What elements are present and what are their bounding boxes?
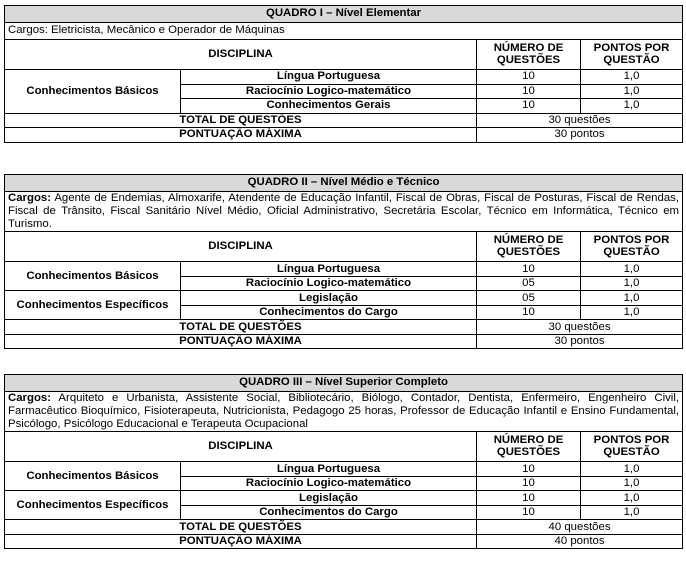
- quadro-2-disciplina: Conhecimentos do Cargo: [181, 305, 477, 320]
- quadro-1-disciplina: Língua Portuguesa: [181, 70, 477, 85]
- quadro-2-total-value: 30 questões: [477, 320, 683, 335]
- quadro-2-cargos: [5, 192, 683, 232]
- quadro-2-cargos-text: Agente de Endemias, Almoxarife, Atendente de Educação Infantil, Fiscal de Obras, Fiscal de Posturas, Fiscal de Rendas, Fiscal de Trânsito, Fiscal Sanitário Nível Médio, Oficial Administrativo, Secretária Escolar, Técnico em Informática, Técnico em Turismo.: [8, 192, 680, 231]
- quadro-3-group-basicos: Conhecimentos Básicos: [5, 462, 181, 491]
- quadro-1-pontuacao-label: PONTUAÇÃO MÁXIMA: [5, 128, 477, 143]
- quadro-2-group-especificos: Conhecimentos Específicos: [5, 291, 181, 320]
- quadro-3-pontos: 1,0: [581, 491, 683, 506]
- quadro-2-disciplina: Raciocínio Logico-matemático: [181, 276, 477, 291]
- quadro-1-pontos: 1,0: [581, 99, 683, 114]
- quadro-3-pontos-header: PONTOS POR QUESTÃO: [581, 432, 683, 462]
- quadro-2-cargos-label: Cargos:: [8, 192, 52, 204]
- quadro-1-total-value: 30 questões: [477, 113, 683, 128]
- quadro-1-num-header: NÚMERO DE QUESTÕES: [477, 40, 581, 70]
- quadro-2-group-basicos: Conhecimentos Básicos: [5, 262, 181, 291]
- quadro-1-group-basicos: Conhecimentos Básicos: [5, 70, 181, 114]
- quadro-2-pontos-header: PONTOS POR QUESTÃO: [581, 232, 683, 262]
- quadro-1-questoes: 10: [477, 99, 581, 114]
- quadro-1-pontuacao-value: 30 pontos: [477, 128, 683, 143]
- quadro-3-pontuacao-value: 40 pontos: [477, 534, 683, 549]
- quadro-3-disciplina: Conhecimentos do Cargo: [181, 505, 477, 520]
- quadro-3-questoes: 10: [477, 505, 581, 520]
- quadro-3-disciplina: Raciocínio Logico-matemático: [181, 476, 477, 491]
- quadro-3-total-value: 40 questões: [477, 520, 683, 535]
- quadro-1-pontos: 1,0: [581, 84, 683, 99]
- quadro-3-cargos: [5, 392, 683, 432]
- quadro-3-cargos-label: Cargos:: [8, 392, 52, 404]
- quadro-2-title: QUADRO II – Nível Médio e Técnico: [5, 175, 683, 192]
- quadro-1-total-label: TOTAL DE QUESTÕES: [5, 113, 477, 128]
- quadro-3-questoes: 10: [477, 491, 581, 506]
- quadro-1-pontos: 1,0: [581, 70, 683, 85]
- quadro-1-disciplina-header: DISCIPLINA: [5, 40, 477, 70]
- quadro-2-disciplina: Legislação: [181, 291, 477, 306]
- quadro-2-pontos: 1,0: [581, 291, 683, 306]
- quadro-1-disciplina: Conhecimentos Gerais: [181, 99, 477, 114]
- quadro-3-questoes: 10: [477, 476, 581, 491]
- quadro-2-total-label: TOTAL DE QUESTÕES: [5, 320, 477, 335]
- quadro-1-pontos-header: PONTOS POR QUESTÃO: [581, 40, 683, 70]
- quadro-2-num-header: NÚMERO DE QUESTÕES: [477, 232, 581, 262]
- quadro-2-questoes: 05: [477, 276, 581, 291]
- quadro-2-pontos: 1,0: [581, 276, 683, 291]
- quadro-2-table: [4, 174, 683, 349]
- quadro-3-disciplina-header: DISCIPLINA: [5, 432, 477, 462]
- quadro-3-table: [4, 374, 683, 549]
- quadro-3-group-especificos: Conhecimentos Específicos: [5, 491, 181, 520]
- quadro-3-pontos: 1,0: [581, 505, 683, 520]
- quadro-2-questoes: 10: [477, 305, 581, 320]
- quadro-1-questoes: 10: [477, 84, 581, 99]
- quadro-1-title: QUADRO I – Nível Elementar: [5, 6, 683, 23]
- quadro-3-pontuacao-label: PONTUAÇÃO MÁXIMA: [5, 534, 477, 549]
- quadro-1-cargos: [5, 23, 683, 40]
- quadro-1-cargos-text: Cargos: Eletricista, Mecânico e Operador de Máquinas: [8, 24, 285, 37]
- quadro-3-num-header: NÚMERO DE QUESTÕES: [477, 432, 581, 462]
- quadro-2-pontuacao-value: 30 pontos: [477, 334, 683, 349]
- quadro-3-disciplina: Legislação: [181, 491, 477, 506]
- quadro-2-pontos: 1,0: [581, 305, 683, 320]
- quadro-3-cargos-text: Arquiteto e Urbanista, Assistente Social, Bibliotecário, Biólogo, Contador, Dentista, Enfermeiro, Engenheiro Civil, Farmacêutico Bioquímico, Fisioterapeuta, Nutricionista, Pedagogo 25 horas, Professor de Educação Infantil e Ensino Fundamental, Psicólogo, Psicólogo Educacional e Terapeuta Ocupacional: [8, 392, 680, 431]
- quadro-1-disciplina: Raciocínio Logico-matemático: [181, 84, 477, 99]
- quadro-2-pontos: 1,0: [581, 262, 683, 277]
- quadro-1-table: [4, 5, 683, 143]
- quadro-3-questoes: 10: [477, 462, 581, 477]
- quadro-2-pontuacao-label: PONTUAÇÃO MÁXIMA: [5, 334, 477, 349]
- quadro-3-pontos: 1,0: [581, 462, 683, 477]
- quadro-2-questoes: 10: [477, 262, 581, 277]
- quadro-3-total-label: TOTAL DE QUESTÕES: [5, 520, 477, 535]
- quadro-3-title: QUADRO III – Nível Superior Completo: [5, 375, 683, 392]
- quadro-3-pontos: 1,0: [581, 476, 683, 491]
- quadro-3-disciplina: Língua Portuguesa: [181, 462, 477, 477]
- quadro-2-disciplina: Língua Portuguesa: [181, 262, 477, 277]
- quadro-1-questoes: 10: [477, 70, 581, 85]
- quadro-2-questoes: 05: [477, 291, 581, 306]
- quadro-2-disciplina-header: DISCIPLINA: [5, 232, 477, 262]
